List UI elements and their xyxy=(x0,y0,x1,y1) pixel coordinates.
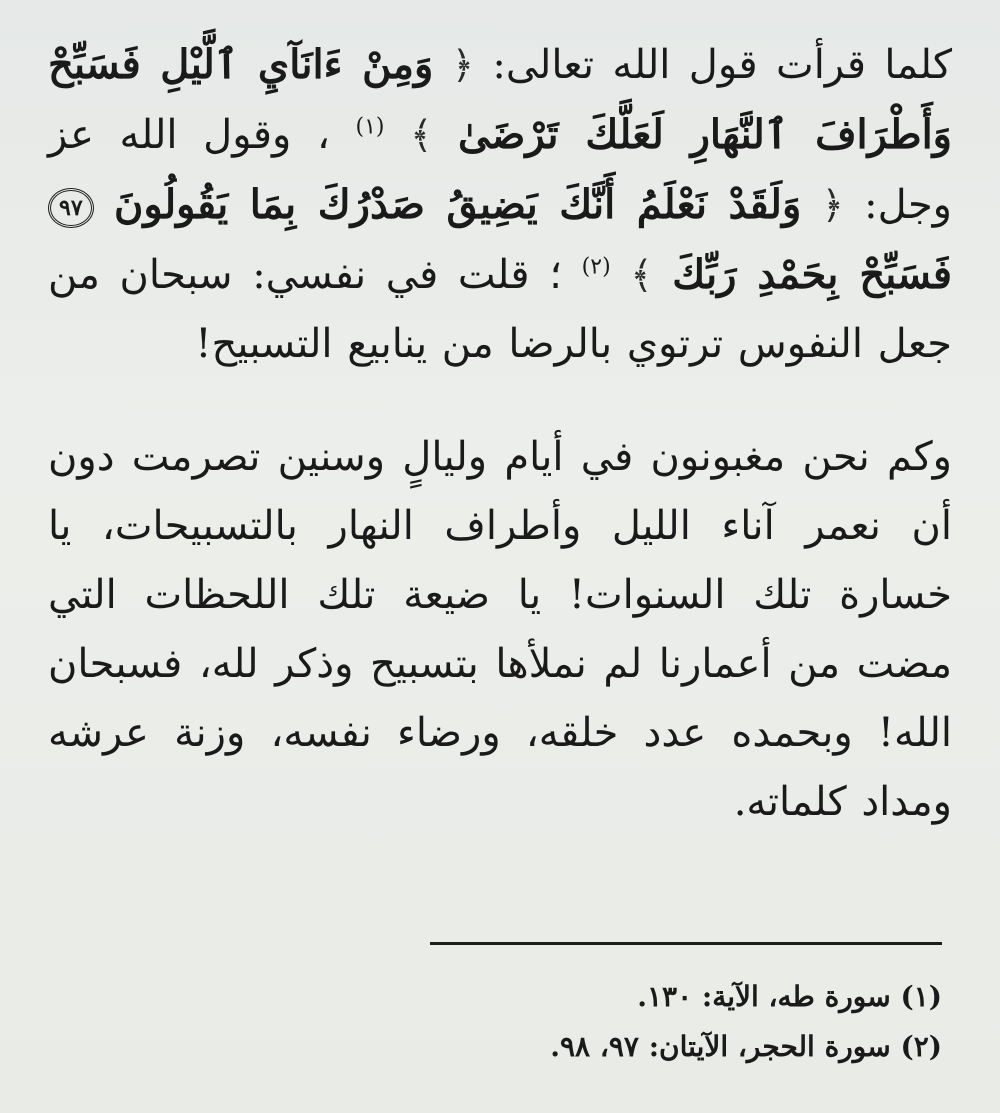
ornate-bracket-open-icon: ﴿ xyxy=(451,43,474,87)
footnote-ref-1: (١) xyxy=(355,114,385,140)
ornate-bracket-close-icon: ﴾ xyxy=(630,253,653,297)
footnotes xyxy=(382,972,942,1072)
connector-text: ، وقول الله عز وجل: xyxy=(48,112,952,228)
footnote-1: (١) سورة طه، الآية: ١٣٠. xyxy=(637,980,942,1013)
footnote-divider xyxy=(430,942,942,945)
quran-verse-2b: فَسَبِّحْ بِحَمْدِ رَبِّكَ xyxy=(672,251,953,298)
footnote-ref-2: (٢) xyxy=(581,254,611,280)
ayah-number-mark: ٩٧ xyxy=(48,188,94,228)
paragraph-verses xyxy=(48,30,952,379)
paragraph-reflection xyxy=(48,423,952,837)
ornate-bracket-open-icon: ﴿ xyxy=(821,183,844,227)
outro-text: ؛ قلت في نفسي: سبحان من جعل النفوس ترتوي بالرضا من ينابيع التسبيح! xyxy=(48,252,952,367)
footnote-2: (٢) سورة الحجر، الآيتان: ٩٧، ٩٨. xyxy=(550,1030,942,1063)
quran-verse-2a: وَلَقَدْ نَعْلَمُ أَنَّكَ يَضِيقُ صَدْرُكَ بِمَا يَقُولُونَ xyxy=(113,181,802,228)
reflection-text: وكم نحن مغبونون في أيام وليالٍ وسنين تصرمت دون أن نعمر آناء الليل وأطراف النهار بالتسبيحات، يا خسارة تلك السنوات! يا ضيعة تلك اللحظات التي مضت من أعمارنا لم نملأها بتسبيح وذكر لله، فسبحان الله! وبحمده عدد خلقه، ورضاء نفسه، وزنة عرشه ومداد كلماته. xyxy=(48,434,952,825)
quran-verse-1: وَمِنْ ءَانَآيِ ٱلَّيْلِ فَسَبِّحْ وَأَطْرَافَ ٱلنَّهَارِ لَعَلَّكَ تَرْضَىٰ xyxy=(48,41,952,158)
intro-text: كلما قرأت قول الله تعالى: xyxy=(492,42,952,88)
ornate-bracket-close-icon: ﴾ xyxy=(410,113,433,157)
